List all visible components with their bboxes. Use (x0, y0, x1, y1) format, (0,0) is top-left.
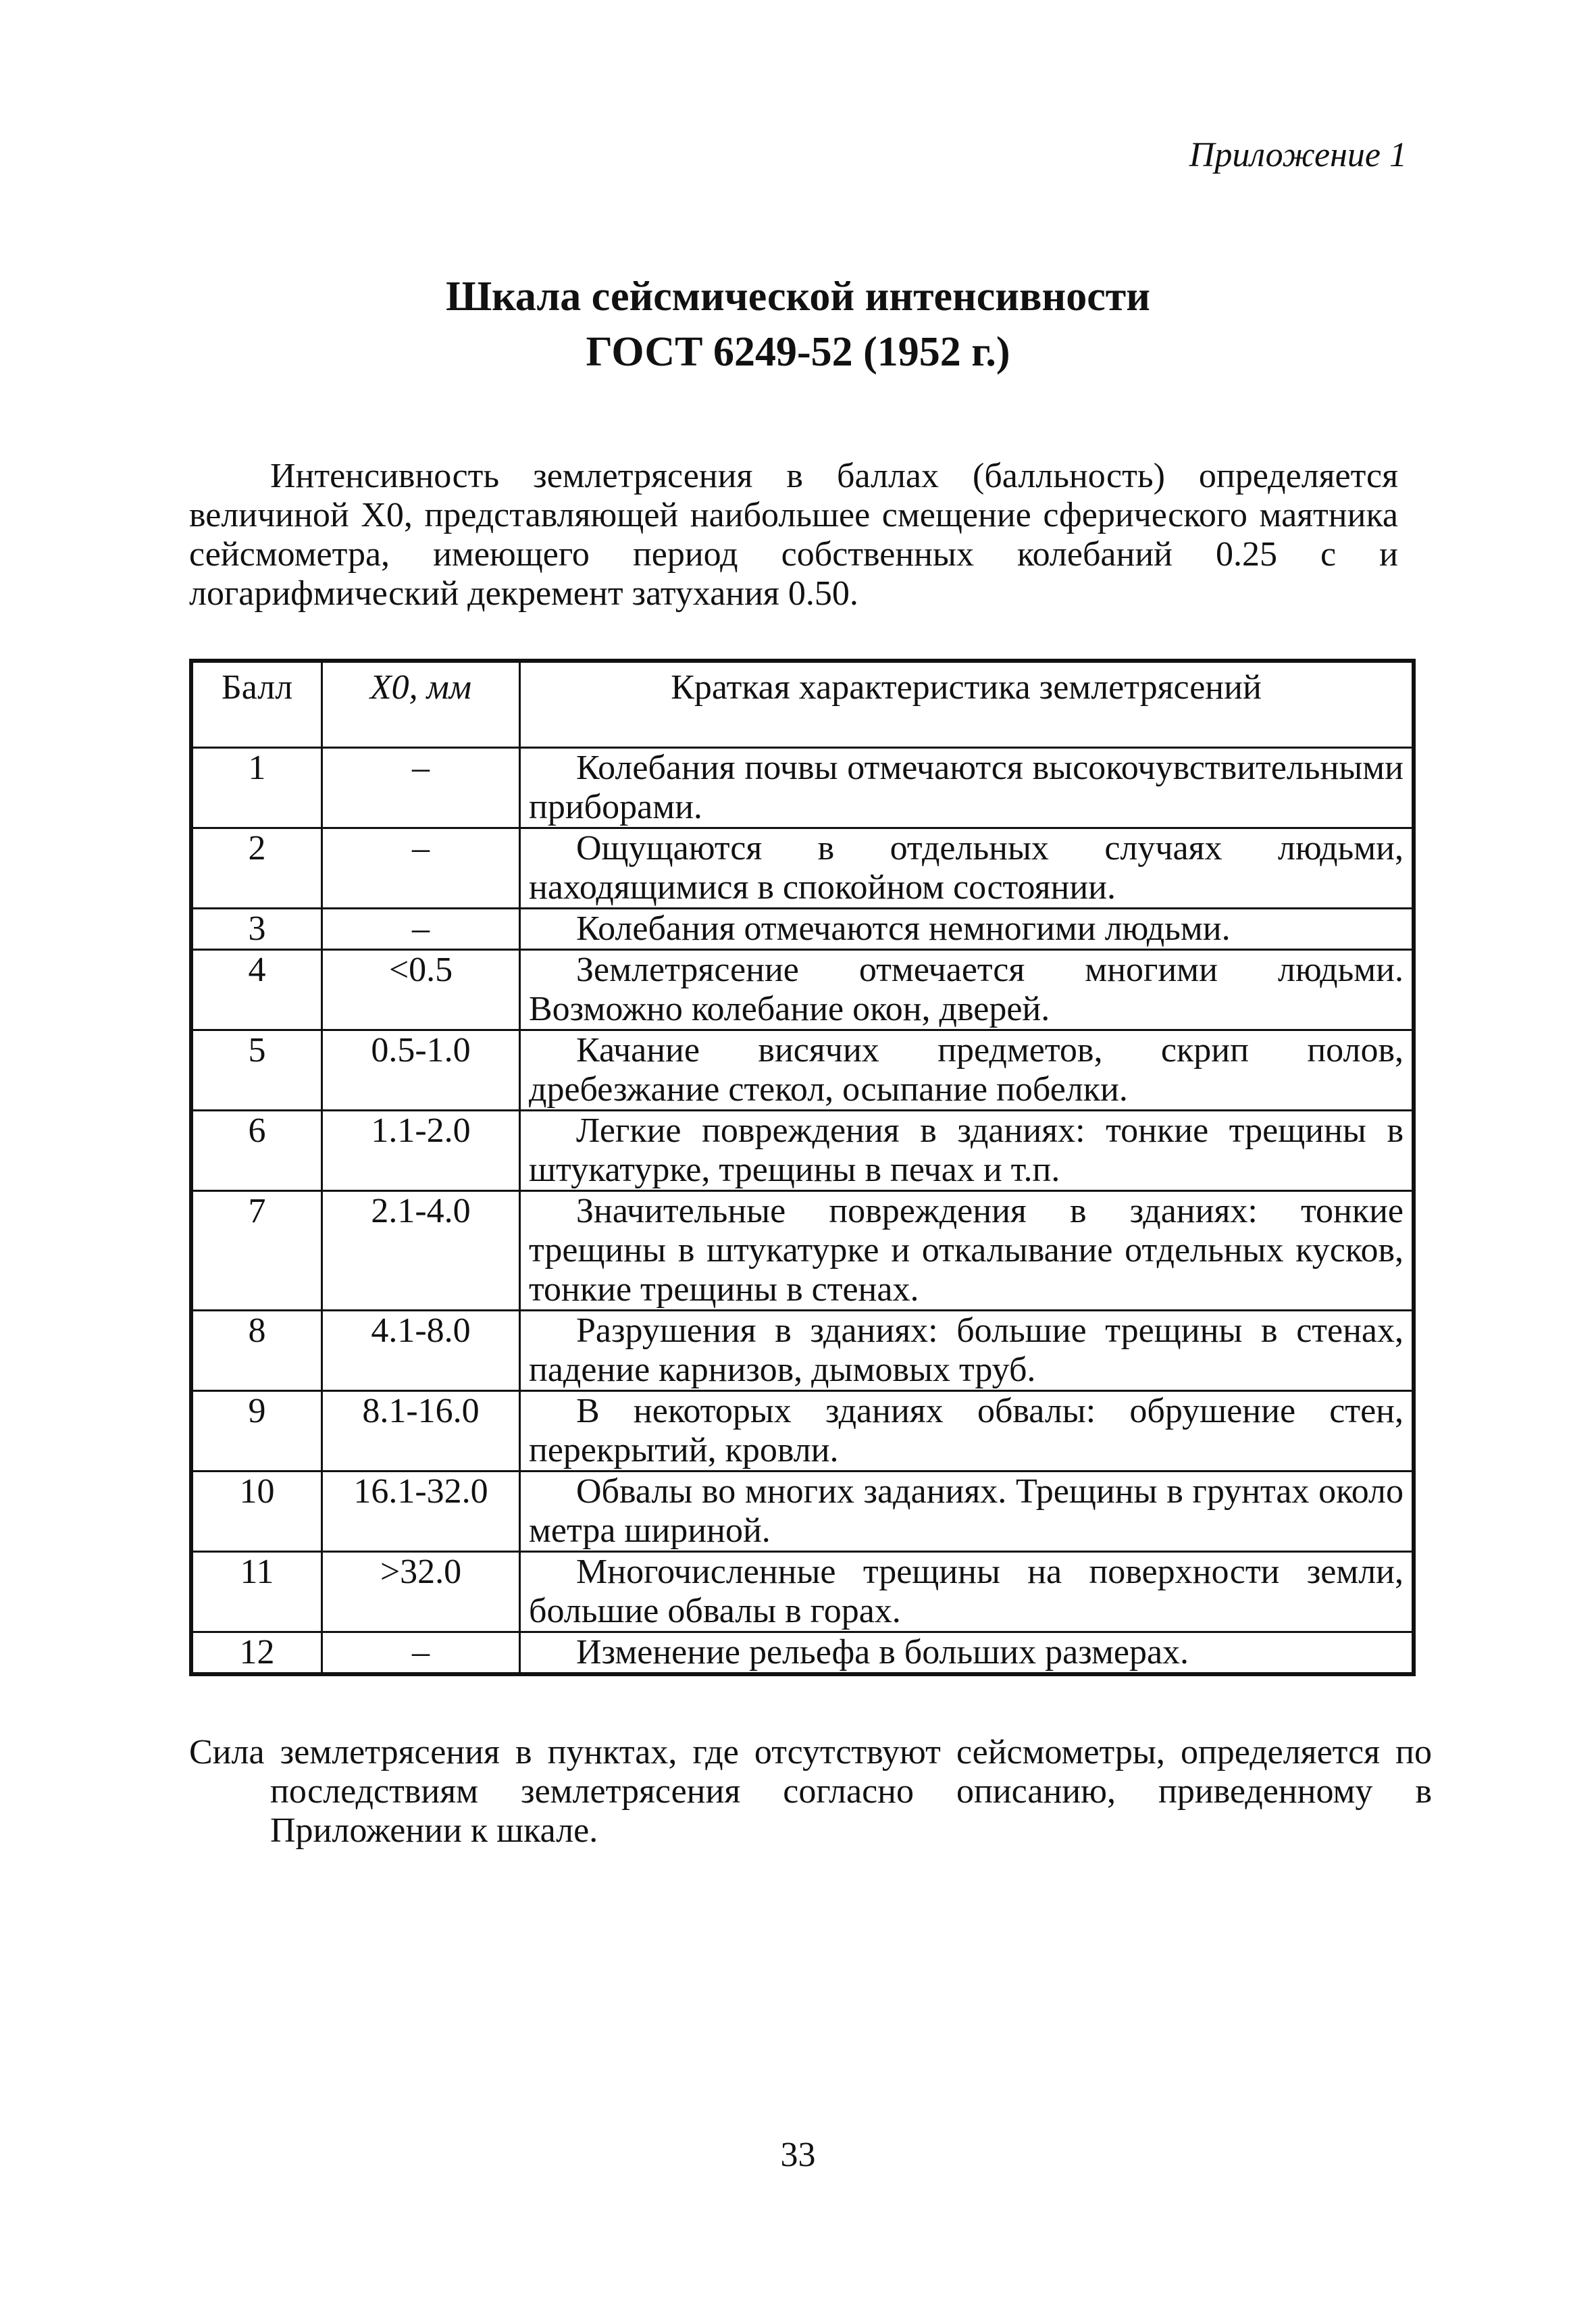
cell-description: В некоторых зданиях обвалы: обрушение стен, перекрытий, кровли. (520, 1391, 1414, 1472)
cell-description: Землетрясение отмечается многими людьми. Возможно колебание окон, дверей. (520, 950, 1414, 1030)
cell-description: Ощущаются в отдельных случаях людьми, находящимися в спокойном состоянии. (520, 828, 1414, 909)
cell-ball: 7 (191, 1191, 322, 1311)
header-ball: Балл (191, 661, 322, 748)
title-line-1: Шкала сейсмической интенсивности (446, 274, 1150, 320)
cell-ball: 11 (191, 1552, 322, 1632)
table-row (191, 1552, 1414, 1632)
cell-description: Колебания почвы отмечаются высокочувствительными приборами. (520, 748, 1414, 828)
table-row (191, 748, 1414, 828)
cell-ball: 1 (191, 748, 322, 828)
table-row (191, 1472, 1414, 1552)
cell-x0: 16.1-32.0 (322, 1472, 520, 1552)
cell-ball: 9 (191, 1391, 322, 1472)
cell-description: Разрушения в зданиях: большие трещины в стенах, падение карнизов, дымовых труб. (520, 1311, 1414, 1391)
table-row (191, 1030, 1414, 1111)
table-row (191, 1191, 1414, 1311)
intro-paragraph: Интенсивность землетрясения в баллах (балльность) определяется величиной X0, представляющей наибольшее смещение сферического маятника сейсмометра, имеющего период собственных колебаний 0.25 с и логарифмический декремент затухания 0.50. (189, 457, 1398, 613)
cell-x0: <0.5 (322, 950, 520, 1030)
cell-x0: – (322, 1632, 520, 1675)
cell-x0: 0.5-1.0 (322, 1030, 520, 1111)
cell-ball: 6 (191, 1111, 322, 1191)
page-number: 33 (780, 2136, 816, 2174)
appendix-label: Приложение 1 (1189, 136, 1407, 174)
cell-description: Колебания отмечаются немногими людьми. (520, 909, 1414, 950)
cell-ball: 3 (191, 909, 322, 950)
cell-x0: >32.0 (322, 1552, 520, 1632)
table-row (191, 1632, 1414, 1675)
intensity-scale-table (189, 659, 1416, 1676)
table-header-row (191, 661, 1414, 748)
cell-ball: 12 (191, 1632, 322, 1675)
table-row (191, 1391, 1414, 1472)
cell-ball: 8 (191, 1311, 322, 1391)
cell-description: Легкие повреждения в зданиях: тонкие трещины в штукатурке, трещины в печах и т.п. (520, 1111, 1414, 1191)
header-description: Краткая характеристика землетрясений (520, 661, 1414, 748)
title-line-2: ГОСТ 6249-52 (1952 г.) (586, 329, 1010, 375)
cell-description: Изменение рельефа в больших размерах. (520, 1632, 1414, 1675)
cell-ball: 4 (191, 950, 322, 1030)
cell-x0: – (322, 748, 520, 828)
cell-x0: 4.1-8.0 (322, 1311, 520, 1391)
cell-description: Качание висячих предметов, скрип полов, дребезжание стекол, осыпание побелки. (520, 1030, 1414, 1111)
table-body (191, 748, 1414, 1675)
cell-description: Обвалы во многих заданиях. Трещины в грунтах около метра шириной. (520, 1472, 1414, 1552)
table-row (191, 828, 1414, 909)
cell-description: Значительные повреждения в зданиях: тонкие трещины в штукатурке и откалывание отдельных кусков, тонкие трещины в стенах. (520, 1191, 1414, 1311)
table-row (191, 1111, 1414, 1191)
table-row (191, 909, 1414, 950)
cell-x0: – (322, 828, 520, 909)
table-row (191, 1311, 1414, 1391)
cell-x0: – (322, 909, 520, 950)
outro-paragraph: Сила землетрясения в пунктах, где отсутствуют сейсмометры, определяется по последствиям землетрясения согласно описанию, приведенному в Приложении к шкале. (189, 1733, 1432, 1850)
page-title (0, 269, 1596, 380)
cell-ball: 2 (191, 828, 322, 909)
cell-x0: 1.1-2.0 (322, 1111, 520, 1191)
table-row (191, 950, 1414, 1030)
cell-description: Многочисленные трещины на поверхности земли, большие обвалы в горах. (520, 1552, 1414, 1632)
cell-x0: 8.1-16.0 (322, 1391, 520, 1472)
cell-ball: 10 (191, 1472, 322, 1552)
cell-ball: 5 (191, 1030, 322, 1111)
cell-x0: 2.1-4.0 (322, 1191, 520, 1311)
header-x0: X0, мм (322, 661, 520, 748)
